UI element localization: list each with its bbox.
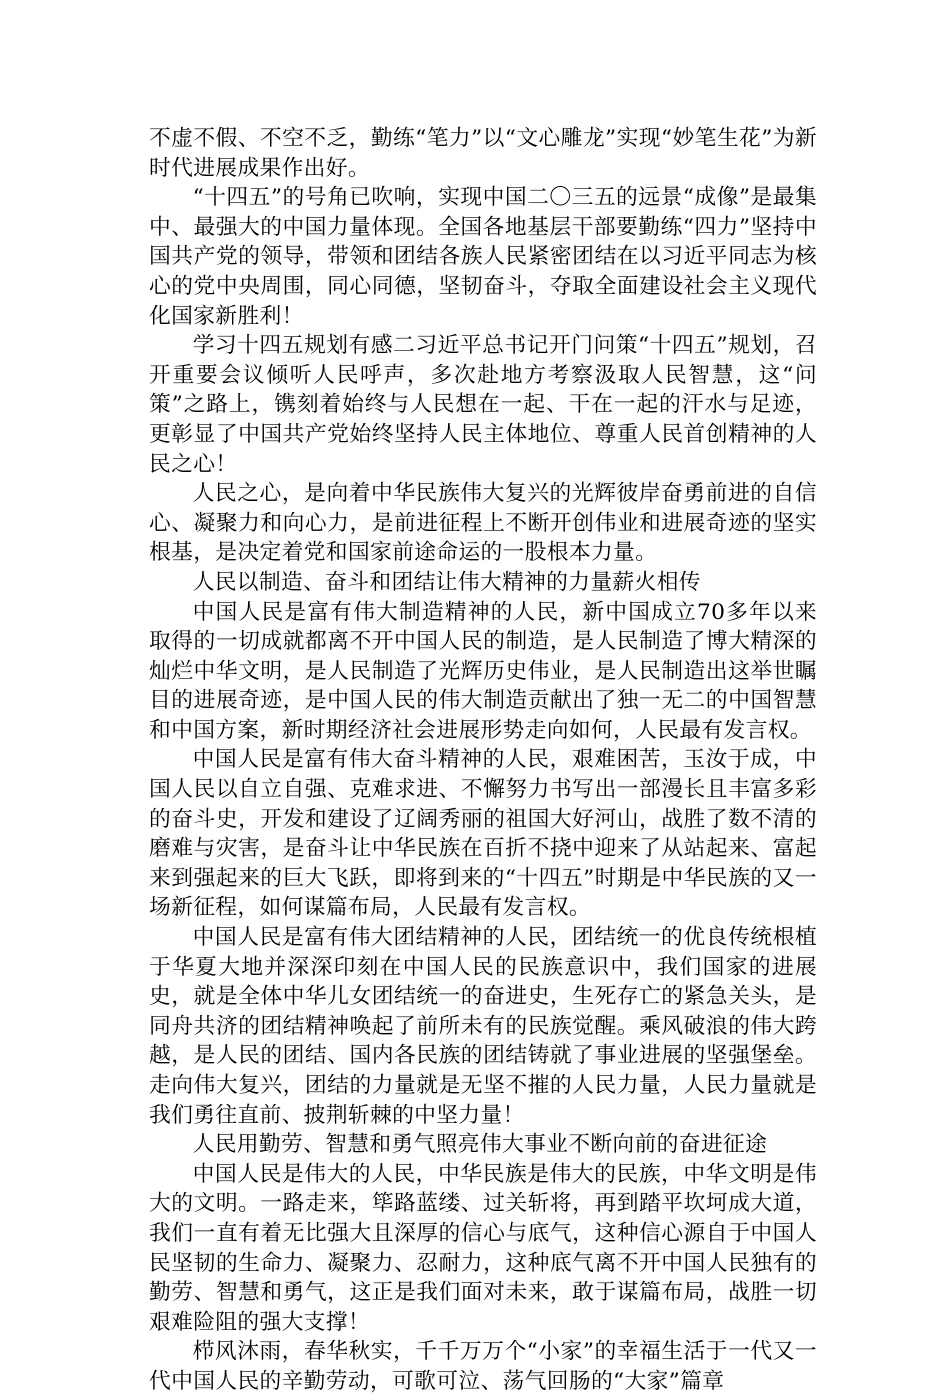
paragraph: 中国人民是富有伟大制造精神的人民，新中国成立70多年以来取得的一切成就都离不开中国人民的制造，是人民制造了博大精深的灿烂中华文明，是人民制造了光辉历史伟业，是人民制造出这举世瞩目的进展奇迹，是中国人民的伟大制造贡献出了独一无二的中国智慧和中国方案，新时期经济社会进展形势走向如何，人民最有发言权。 [149, 599, 817, 743]
paragraph: 中国人民是富有伟大奋斗精神的人民，艰难困苦，玉汝于成，中国人民以自立自强、克难求进、不懈努力书写出一部漫长且丰富多彩的奋斗史，开发和建设了辽阔秀丽的祖国大好河山，战胜了数不清的磨难与灾害，是奋斗让中华民族在百折不挠中迎来了从站起来、富起来到强起来的巨大飞跃，即将到来的“十四五”时期是中华民族的又一场新征程，如何谋篇布局，人民最有发言权。 [149, 747, 817, 921]
section-heading: 人民用勤劳、智慧和勇气照亮伟大事业不断向前的奋进征途 [192, 1132, 768, 1158]
paragraph: 学习十四五规划有感二习近平总书记开门问策“十四五”规划，召开重要会议倾听人民呼声，多次赴地方考察汲取人民智慧，这“问策”之路上，镌刻着始终与人民想在一起、干在一起的汗水与足迹，更彰显了中国共产党始终坚持人民主体地位、尊重人民首创精神的人民之心！ [149, 333, 817, 477]
paragraph: “十四五”的号角已吹响，实现中国二〇三五的远景“成像”是最集中、最强大的中国力量体现。全国各地基层干部要勤练“四力”坚持中国共产党的领导，带领和团结各族人民紧密团结在以习近平同志为核心的党中央周围，同心同德，坚韧奋斗，夺取全面建设社会主义现代化国家新胜利！ [149, 185, 817, 329]
body-text [149, 124, 817, 1397]
paragraph: 中国人民是伟大的人民，中华民族是伟大的民族，中华文明是伟大的文明。一路走来，筚路蓝缕、过关斩将，再到踏平坎坷成大道，我们一直有着无比强大且深厚的信心与底气，这种信心源自于中国人民坚韧的生命力、凝聚力、忍耐力，这种底气离不开中国人民独有的勤劳、智慧和勇气，这正是我们面对未来，敢于谋篇布局，战胜一切艰难险阻的强大支撑！ [149, 1161, 817, 1335]
paragraph: 中国人民是富有伟大团结精神的人民，团结统一的优良传统根植于华夏大地并深深印刻在中国人民的民族意识中，我们国家的进展史，就是全体中华儿女团结统一的奋进史，生死存亡的紧急关头，是同舟共济的团结精神唤起了前所未有的民族觉醒。乘风破浪的伟大跨越，是人民的团结、国内各民族的团结铸就了事业进展的坚强堡垒。走向伟大复兴，团结的力量就是无坚不摧的人民力量，人民力量就是我们勇往直前、披荆斩棘的中坚力量！ [149, 925, 817, 1128]
paragraph: 栉风沐雨，春华秋实，千千万万个“小家”的幸福生活于一代又一代中国人民的辛勤劳动，可歌可泣、荡气回肠的“大家”篇章 [149, 1339, 817, 1394]
section-heading: 人民以制造、奋斗和团结让伟大精神的力量薪火相传 [192, 569, 701, 595]
paragraph: 不虚不假、不空不乏，勤练“笔力”以“文心雕龙”实现“妙笔生花”为新时代进展成果作出好。 [149, 126, 817, 181]
paragraph: 人民之心，是向着中华民族伟大复兴的光辉彼岸奋勇前进的自信心、凝聚力和向心力，是前进征程上不断开创伟业和进展奇迹的坚实根基，是决定着党和国家前途命运的一股根本力量。 [149, 481, 817, 566]
